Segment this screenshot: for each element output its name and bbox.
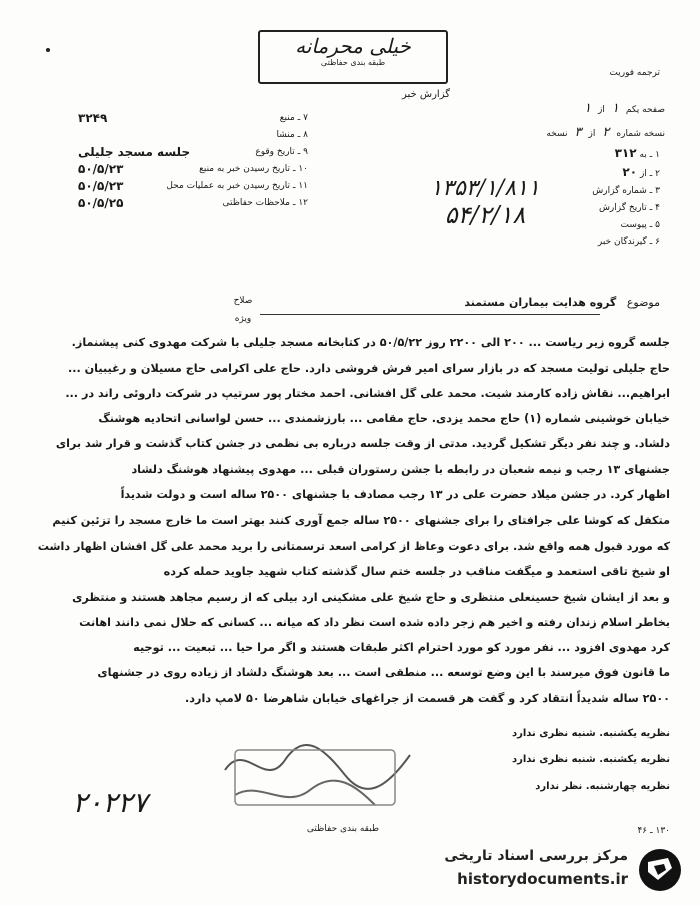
field-source: ۷ ـ منبع ۳۲۴۹ xyxy=(78,111,308,125)
field-from: ۲ ـ از ۲۰ xyxy=(622,165,660,179)
watermark-url: historydocuments.ir xyxy=(457,870,628,888)
field-origin: ۸ ـ منشا xyxy=(276,130,308,140)
field-report-number: ۳ ـ شماره گزارش xyxy=(592,186,660,196)
note-line: نظریه چهارشنبه. نظر ندارد xyxy=(535,781,670,792)
page-number-line: صفحه یکم ۱ از ۱ xyxy=(579,101,665,116)
field-report-date: ۴ ـ تاریخ گزارش xyxy=(598,203,660,213)
archive-logo-icon xyxy=(634,846,688,894)
page-label: صفحه یکم xyxy=(625,105,665,115)
body-line: متکفل که کوشا علی جرافتای را برای جشنهای ۲۵۰۰ ساله جمع آوری کنند بهتر است ما خارج مسجد را تزئین کنیم xyxy=(52,514,670,527)
urgency-label: ترجمه فوریت xyxy=(609,68,660,78)
handwritten-report-number: ۱۳۵۳/۱/۸۱۱ xyxy=(430,176,540,201)
subject-divider xyxy=(260,314,600,315)
stamp-title: خیلی محرمانه xyxy=(295,34,411,58)
subject-label: موضوع xyxy=(626,296,660,309)
body-line: خیابان خوشینی شماره (۱) حاج محمد یزدی. حاج مقامی ... بارزشمندی ... حسن لواسانی اتحادیه هوشنگ xyxy=(98,412,670,425)
report-title: گزارش خبر xyxy=(402,89,450,100)
field-event-date: ۹ ـ تاریخ وقوع جلسه مسجد جلیلی xyxy=(78,145,308,159)
body-line: ابراهیم... نقاش زاده کارمند شیت. محمد علی گل افشانی. احمد مختار پور سرتیپ در شرکت داروئی راند در ... xyxy=(65,387,670,400)
body-line: بخاطر اسلام زندان رفته و اخیر هم زجر داده شده است نظر داد که میانه ... کسانی که حلال نمی دانند اهانت xyxy=(79,616,670,629)
field-security-notes: ۱۲ ـ ملاحظات حفاظتی ۵۰/۵/۲۵ xyxy=(78,196,308,210)
copy-end-label: نسخه xyxy=(546,129,568,139)
copy-label: نسخه شماره xyxy=(616,129,665,139)
note-line: نظریه یکشنبه. شنبه نظری ندارد xyxy=(511,754,670,765)
classification-stamp xyxy=(258,30,448,84)
report-fields-left xyxy=(78,110,308,212)
field-attachment: ۵ ـ پیوست xyxy=(620,220,660,230)
field-source-received: ۱۰ ـ تاریخ رسیدن خبر به منبع ۵۰/۵/۲۳ xyxy=(78,162,308,176)
handwritten-report-date: ۵۴/۲/۱۸ xyxy=(444,201,526,229)
copy-of-label: از xyxy=(588,129,596,139)
body-line: اظهار کرد. در جشن میلاد حضرت علی در ۱۳ رجب مصادف با جشنهای ۲۵۰۰ ساله است و دولت شدیداً xyxy=(120,488,670,501)
footer-classification: طبقه بندی حفاظتی xyxy=(306,824,380,834)
field-local-received: ۱۱ ـ تاریخ رسیدن خبر به عملیات محل ۵۰/۵/۲۳ xyxy=(78,179,308,193)
body-line: دلشاد. و چند نفر دیگر تشکیل گردید. مدتی از وقت جلسه درباره بی نظمی در جشن کتاب گذشت و قرار شد برای xyxy=(55,437,670,450)
body-line: کرد مهدوی افزود ... نفر مورد کو مورد احترام اکثر طبقات هستند و اگر مرا حیا ... تبعیت ... توجیه xyxy=(133,641,670,654)
note-line: نظریه یکشنبه. شنبه نظری ندارد xyxy=(511,728,670,739)
form-code: ۱۳۰ ـ ۴۶ xyxy=(637,826,670,836)
body-line: که مورد قبول همه واقع شد. برای دعوت وعاظ از کرامی اسعد ترسمتانی را برید محمد علی گل افشان اظهار داشت xyxy=(37,540,670,553)
subject-text: گروه هدایت بیماران مستمند xyxy=(464,296,617,309)
side-label-2: ویژه xyxy=(234,314,252,324)
side-label: صلاح xyxy=(233,296,253,306)
field-recipients: ۶ ـ گیرندگان خبر xyxy=(597,237,660,247)
body-line: و بعد از ایشان شیخ حسینعلی منتظری و حاج شیخ علی مشکینی ارد بیلی که از رسیم مجاهد هستند و منتظری xyxy=(72,591,670,604)
signature-scribble-icon xyxy=(215,730,420,820)
copy-number-line: نسخه شماره ۲ از ۳ نسخه xyxy=(546,125,665,140)
body-line: او شیخ تاقی استعمد و میگفت مناقب در جلسه ختم سال گذشته کتاب شهید جاوید حمله کرده xyxy=(163,565,670,578)
stamp-subtitle: طبقه بندی حفاظتی xyxy=(320,58,386,67)
page-of-label: از xyxy=(597,105,605,115)
field-to: ۱ ـ به ۳۱۲ xyxy=(614,146,660,160)
scan-speck xyxy=(46,48,50,52)
handwritten-bottom-number: ۲۰۲۲۷ xyxy=(72,786,148,819)
subject-line xyxy=(330,296,660,309)
watermark-text: مرکز بررسی اسناد تاریخی xyxy=(444,848,628,864)
body-line: جشنهای ۱۳ رجب و نیمه شعبان در رابطه با جشن رستوران قبلی ... مهدوی پیشنهاد هوشنگ دلشاد xyxy=(131,463,670,476)
body-line: جلسه گروه زیر ریاست ... ۲۰۰ الی ۲۲۰۰ روز ۵۰/۵/۲۲ در کتابخانه مسجد جلیلی با شرکت مهدوی کنی پیشنماز. xyxy=(71,336,670,349)
body-line: ۲۵۰۰ ساله شدیداً انتقاد کرد و گفت هر قسمت از جراغهای خیابان شاهرضا ۵۰ لامپ دارد. xyxy=(185,692,670,705)
body-line: حاج جلیلی تولیت مسجد که در بازار سرای امیر فرش فروشی دارد. حاج علی اکرامی حاج مسیلان و رغیبیان ... xyxy=(67,362,670,375)
body-line: ما قانون فوق میرسند با این وضع توسعه ... منطقی است ... بعد هوشنگ دلشاد از زیاده روی در جشنهای xyxy=(97,666,670,679)
